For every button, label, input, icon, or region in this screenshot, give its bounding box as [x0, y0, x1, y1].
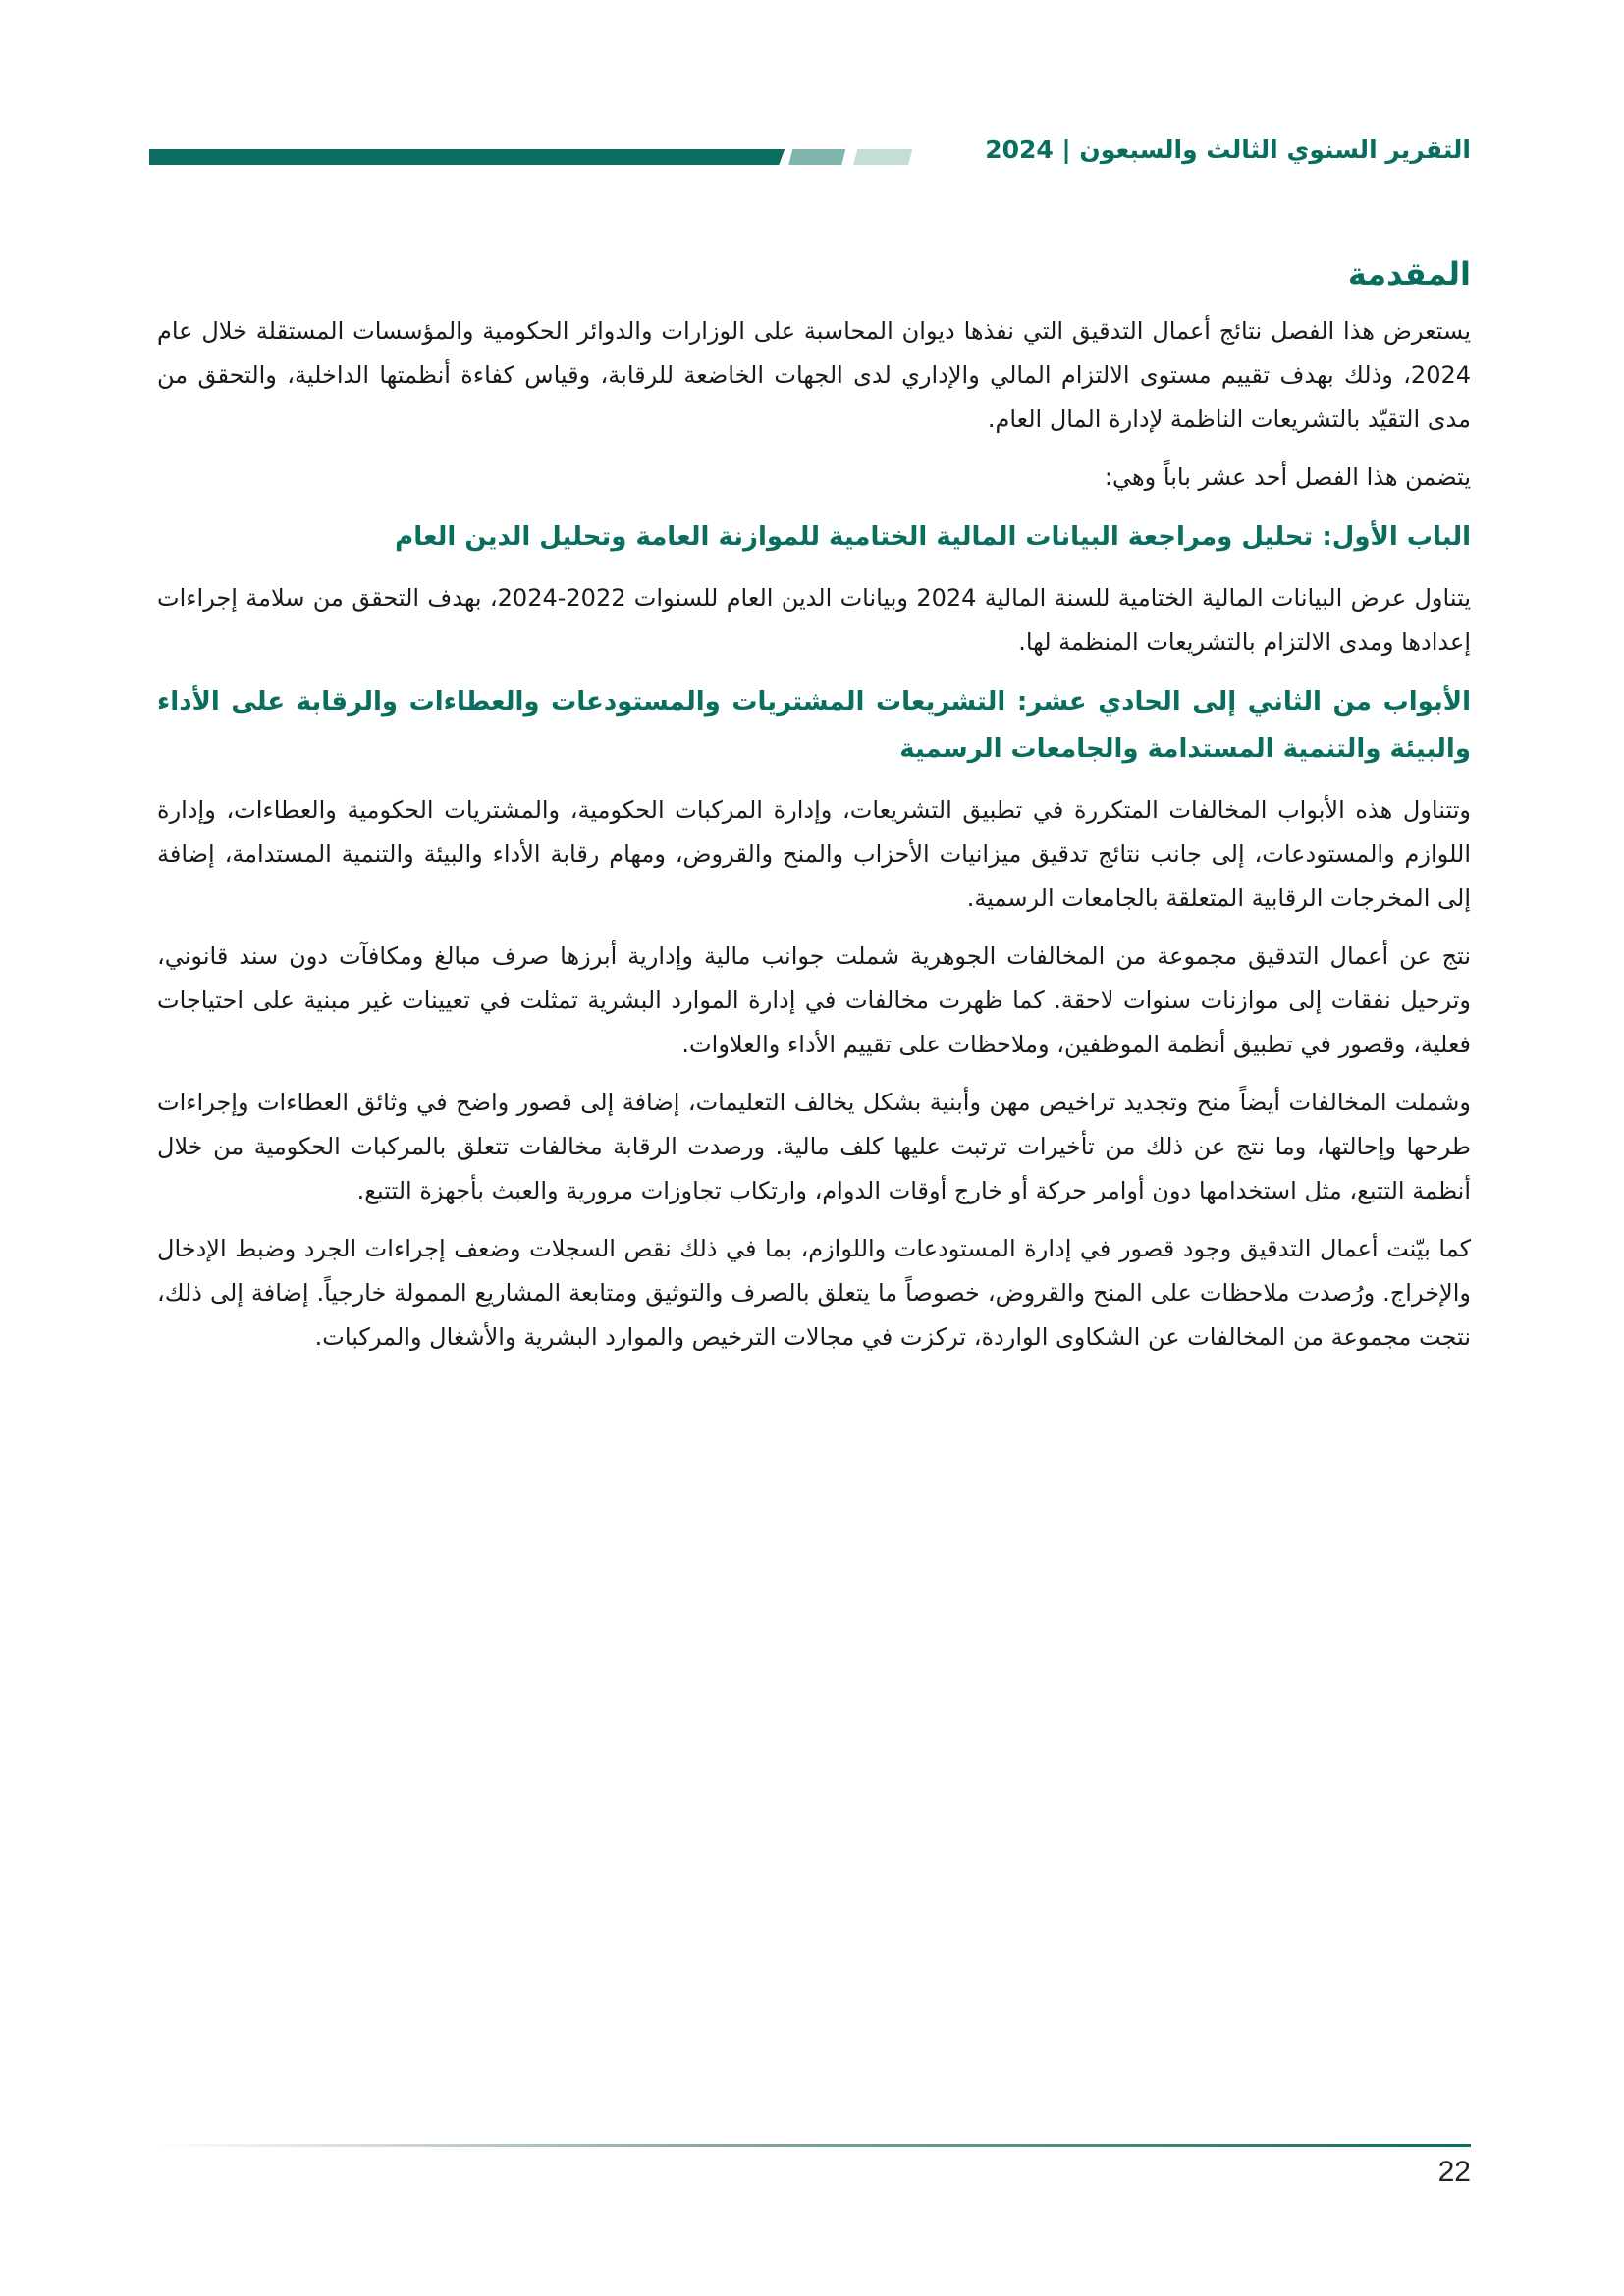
chapters-paragraph-2: نتج عن أعمال التدقيق مجموعة من المخالفات الجوهرية شملت جوانب مالية وإدارية أبرزها صرف مبالغ ومكافآت دون سند قانوني، وترحيل نفقات إلى موازنات سنوات لاحقة. كما ظهرت مخالفات في إدارة الموارد البشرية تمثلت في تعيينات غير مبنية على احتياجات فعلية، وقصور في تطبيق أنظمة الموظفين، وملاحظات على تقييم الأداء والعلاوات.	[157, 942, 1471, 1058]
page-number: 22	[1437, 2156, 1471, 2188]
header-bar-dark	[149, 149, 785, 165]
chapter-1-body: يتناول عرض البيانات المالية الختامية للسنة المالية 2024 وبيانات الدين العام للسنوات 2022-2024، بهدف التحقق من سلامة إجراءات إعدادها ومدى الالتزام بالتشريعات المنظمة لها.	[157, 584, 1471, 656]
chapters-paragraph-4: كما بيّنت أعمال التدقيق وجود قصور في إدارة المستودعات واللوازم، بما في ذلك نقص السجلات وضعف إجراءات الجرد وضبط الإدخال والإخراج. ورُصدت ملاحظات على المنح والقروض، خصوصاً ما يتعلق بالصرف والتوثيق ومتابعة المشاريع الممولة خارجياً. إضافة إلى ذلك، نتجت مجموعة من المخالفات عن الشكاوى الواردة، تركزت في مجالات الترخيص والموارد البشرية والأشغال والمركبات.	[157, 1235, 1471, 1351]
chapter-1-prefix: الباب الأول:	[1322, 522, 1471, 552]
page-header	[149, 130, 1471, 169]
section-title: المقدمة	[1347, 255, 1471, 293]
report-title: التقرير السنوي الثالث والسبعون | 2024	[985, 134, 1471, 164]
contains-paragraph: يتضمن هذا الفصل أحد عشر باباً وهي:	[1104, 463, 1471, 491]
header-bar-light	[853, 149, 912, 165]
chapters-paragraph-3: وشملت المخالفات أيضاً منح وتجديد تراخيص مهن وأبنية بشكل يخالف التعليمات، إضافة إلى قصور واضح في وثائق العطاءات وإجراءات طرحها وإحالتها، وما نتج عن ذلك من تأخيرات ترتبت عليها كلف مالية. ورصدت الرقابة مخالفات تتعلق بالمركبات الحكومية من خلال أنظمة التتبع، مثل استخدامها دون أوامر حركة أو خارج أوقات الدوام، وارتكاب تجاوزات مرورية والعبث بأجهزة التتبع.	[157, 1089, 1471, 1204]
chapters-2-11-heading	[157, 678, 1471, 773]
chapters-2-11-title: التشريعات المشتريات والمستودعات والعطاءات والرقابة على الأداء والبيئة والتنمية المستدامة والجامعات الرسمية	[157, 687, 1471, 764]
footer-divider	[155, 2144, 1471, 2147]
header-decorative-bars	[149, 130, 969, 169]
header-bar-mid	[788, 149, 845, 165]
chapters-2-11-prefix: الأبواب من الثاني إلى الحادي عشر:	[1016, 687, 1471, 717]
chapter-1-heading	[157, 513, 1471, 561]
chapters-paragraph-1: وتتناول هذه الأبواب المخالفات المتكررة في تطبيق التشريعات، وإدارة المركبات الحكومية، والمشتريات الحكومية والعطاءات، وإدارة اللوازم والمستودعات، إلى جانب نتائج تدقيق ميزانيات الأحزاب والمنح والقروض، ومهام رقابة الأداء والبيئة والتنمية المستدامة، إضافة إلى المخرجات الرقابية المتعلقة بالجامعات الرسمية.	[157, 796, 1471, 912]
intro-paragraph: يستعرض هذا الفصل نتائج أعمال التدقيق التي نفذها ديوان المحاسبة على الوزارات والدوائر الحكومية والمؤسسات المستقلة خلال عام 2024، وذلك بهدف تقييم مستوى الالتزام المالي والإداري لدى الجهات الخاضعة للرقابة، وقياس كفاءة أنظمتها الداخلية، والتحقق من مدى التقيّد بالتشريعات الناظمة لإدارة المال العام.	[157, 317, 1471, 433]
main-content	[157, 250, 1471, 1373]
chapter-1-title: تحليل ومراجعة البيانات المالية الختامية للموازنة العامة وتحليل الدين العام	[395, 522, 1314, 552]
